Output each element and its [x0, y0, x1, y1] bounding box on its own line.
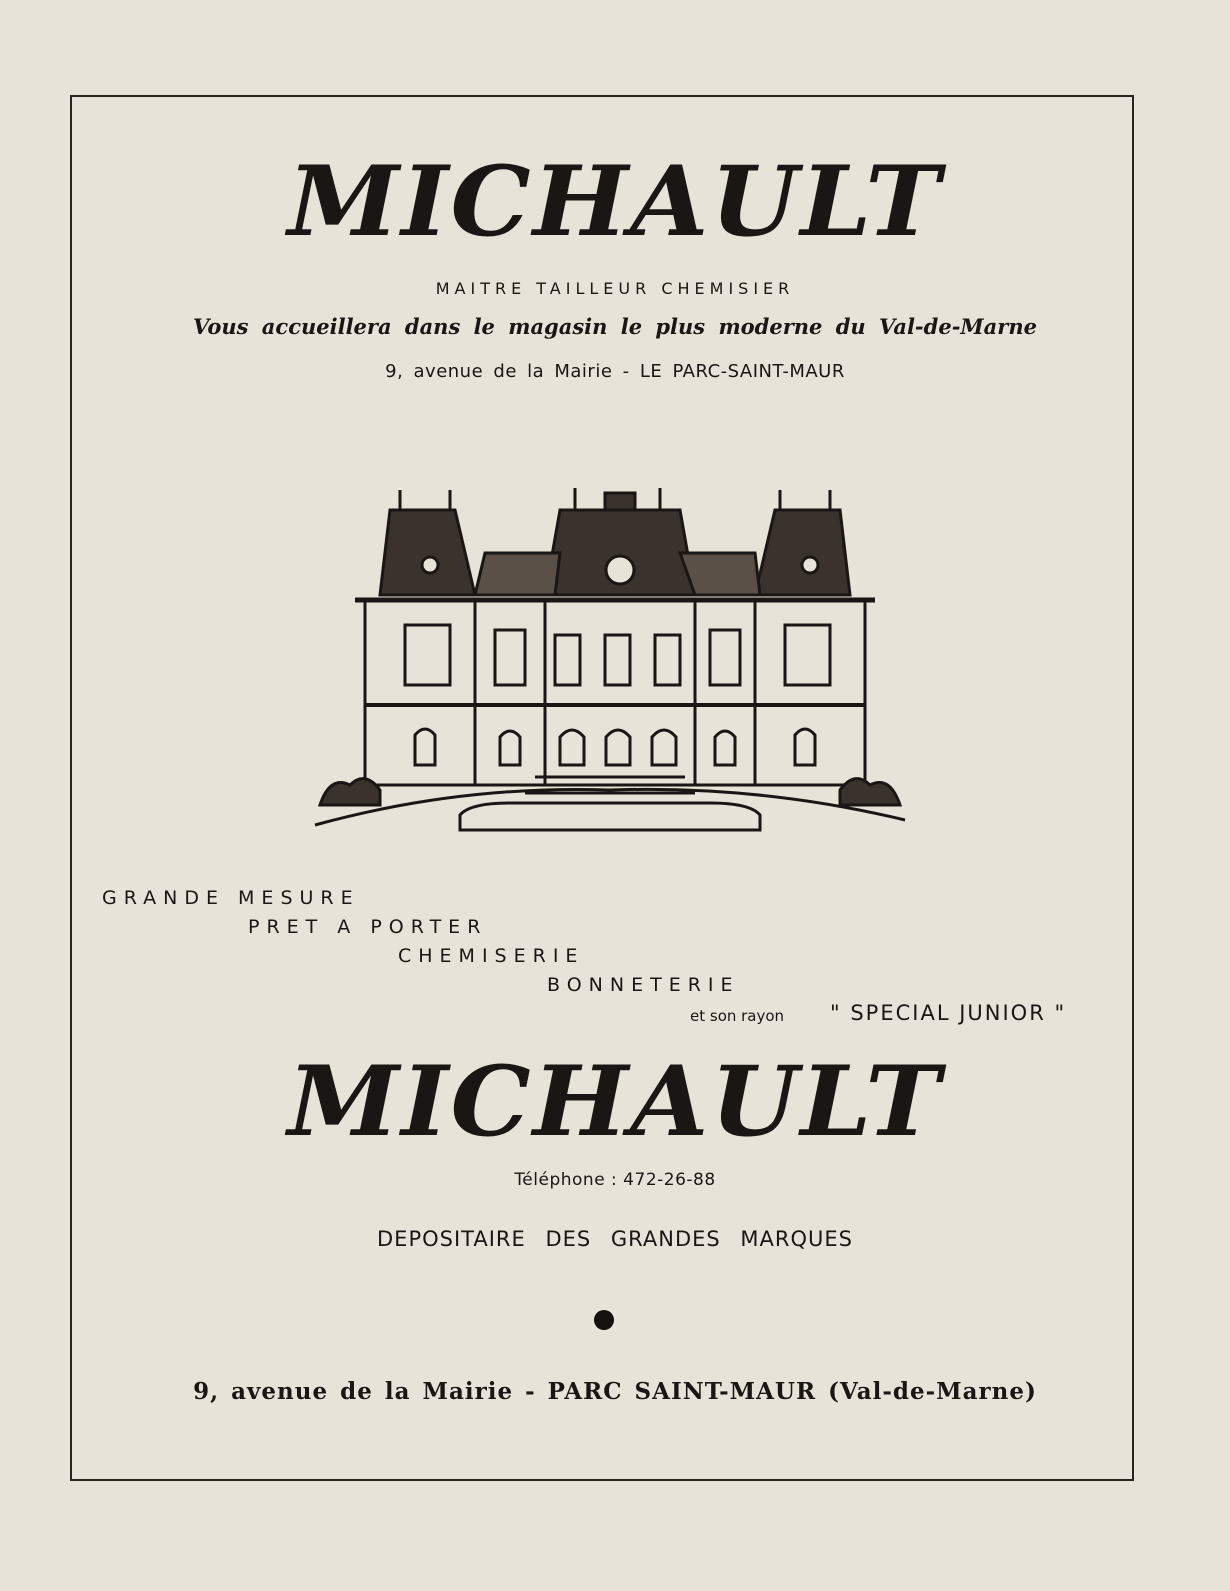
service-chemiserie: CHEMISERIE: [398, 945, 585, 967]
building-illustration-icon: [310, 485, 910, 845]
depositaire-line: DEPOSITAIRE DES GRANDES MARQUES: [377, 1227, 853, 1251]
junior-label: " SPECIAL JUNIOR ": [830, 1001, 1067, 1025]
service-pret-a-porter: PRET A PORTER: [248, 916, 488, 938]
brand-title-top: MICHAULT: [287, 145, 943, 258]
tagline: MAITRE TAILLEUR CHEMISIER: [435, 279, 795, 298]
brand-title-bottom: MICHAULT: [287, 1045, 943, 1158]
footer-address: 9, avenue de la Mairie - PARC SAINT-MAUR (Val-de-Marne): [193, 1378, 1037, 1405]
junior-prefix: et son rayon: [690, 1007, 785, 1025]
service-bonneterie: BONNETERIE: [547, 974, 740, 996]
service-grande-mesure: GRANDE MESURE: [102, 887, 360, 909]
welcome-line: Vous accueillera dans le magasin le plus moderne du Val-de-Marne: [193, 314, 1037, 339]
bullet-dot: [594, 1310, 614, 1330]
phone-number: Téléphone : 472-26-88: [514, 1170, 716, 1190]
header-address: 9, avenue de la Mairie - LE PARC-SAINT-MAUR: [385, 361, 845, 382]
